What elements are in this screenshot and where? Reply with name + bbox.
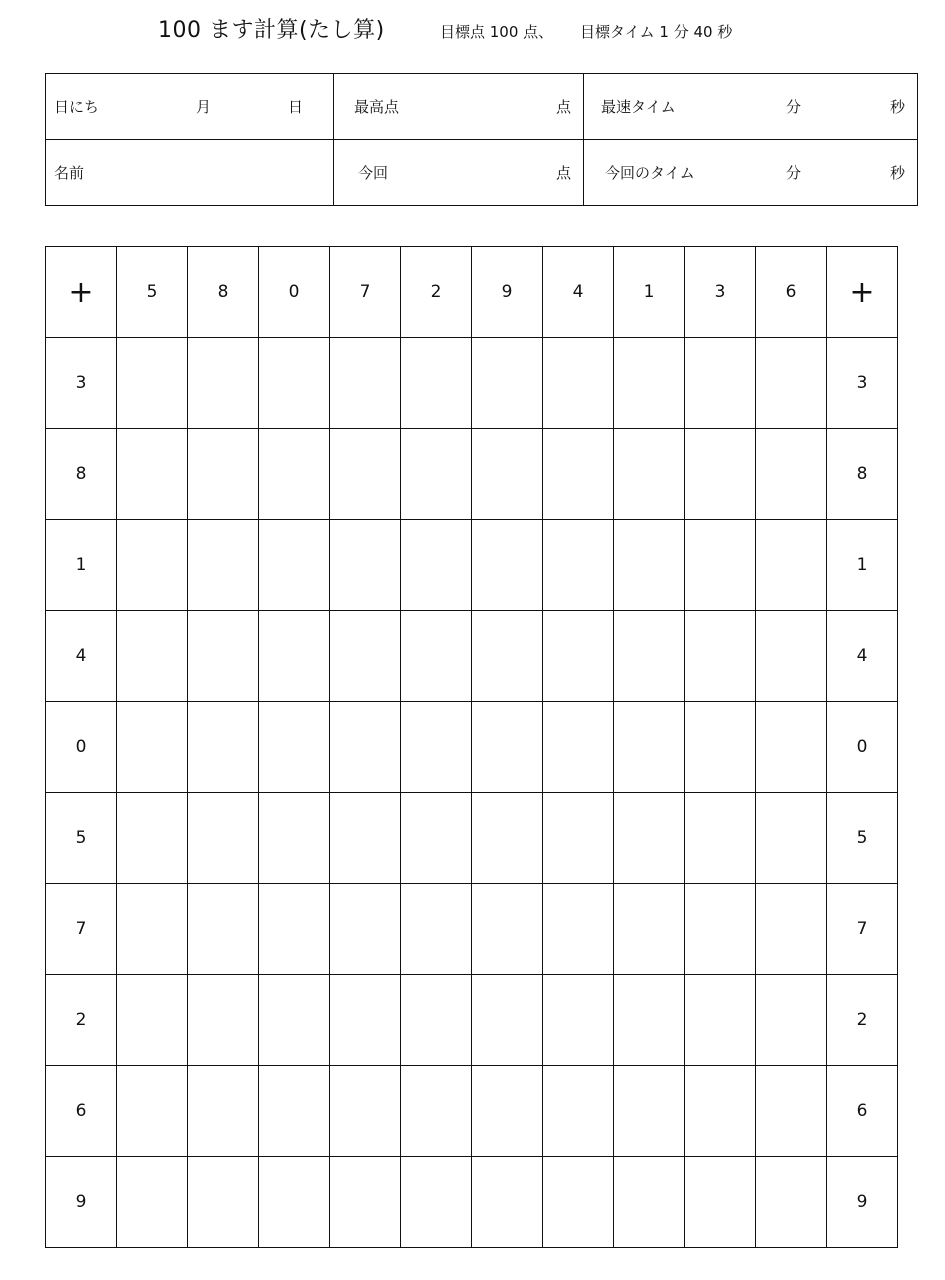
answer-cell[interactable] <box>117 793 188 884</box>
name-label: 名前 <box>54 164 85 182</box>
target-time: 目標タイム 1 分 40 秒 <box>579 23 733 41</box>
answer-cell[interactable] <box>188 338 259 429</box>
answer-cell[interactable] <box>614 338 685 429</box>
answer-cell[interactable] <box>330 520 401 611</box>
column-header-8: 3 <box>685 247 756 338</box>
grid-row <box>46 429 898 520</box>
answer-cell[interactable] <box>117 338 188 429</box>
answer-cell[interactable] <box>188 884 259 975</box>
answer-cell[interactable] <box>614 1157 685 1248</box>
grid-row <box>46 1157 898 1248</box>
answer-cell[interactable] <box>614 429 685 520</box>
answer-cell[interactable] <box>685 975 756 1066</box>
current-score-label: 今回 <box>358 164 389 182</box>
row-header-left-7: 2 <box>46 975 117 1066</box>
answer-cell[interactable] <box>401 338 472 429</box>
answer-cell[interactable] <box>117 1066 188 1157</box>
answer-cell[interactable] <box>401 702 472 793</box>
grid-row <box>46 520 898 611</box>
answer-cell[interactable] <box>401 1066 472 1157</box>
answer-cell[interactable] <box>472 611 543 702</box>
column-header-5: 9 <box>472 247 543 338</box>
row-header-right-8: 6 <box>827 1066 898 1157</box>
answer-cell[interactable] <box>756 1066 827 1157</box>
row-header-right-9: 9 <box>827 1157 898 1248</box>
answer-cell[interactable] <box>685 338 756 429</box>
row-header-left-0: 3 <box>46 338 117 429</box>
answer-cell[interactable] <box>472 975 543 1066</box>
row-header-left-6: 7 <box>46 884 117 975</box>
date-label: 日にち <box>54 98 100 116</box>
answer-cell[interactable] <box>685 520 756 611</box>
row-header-left-1: 8 <box>46 429 117 520</box>
name-cell[interactable] <box>46 140 334 206</box>
answer-cell[interactable] <box>472 429 543 520</box>
answer-cell[interactable] <box>259 611 330 702</box>
grid-row <box>46 702 898 793</box>
column-header-6: 4 <box>543 247 614 338</box>
answer-cell[interactable] <box>117 520 188 611</box>
answer-cell[interactable] <box>756 1157 827 1248</box>
answer-cell[interactable] <box>259 520 330 611</box>
answer-cell[interactable] <box>472 1066 543 1157</box>
answer-cell[interactable] <box>685 1066 756 1157</box>
answer-cell[interactable] <box>259 975 330 1066</box>
answer-cell[interactable] <box>614 1066 685 1157</box>
answer-cell[interactable] <box>756 611 827 702</box>
answer-cell[interactable] <box>259 884 330 975</box>
answer-cell[interactable] <box>543 793 614 884</box>
answer-cell[interactable] <box>188 520 259 611</box>
answer-cell[interactable] <box>330 429 401 520</box>
column-header-2: 0 <box>259 247 330 338</box>
answer-cell[interactable] <box>472 1157 543 1248</box>
answer-cell[interactable] <box>685 429 756 520</box>
operator-corner-right: + <box>827 247 898 338</box>
answer-cell[interactable] <box>188 702 259 793</box>
worksheet-header <box>0 14 945 50</box>
answer-cell[interactable] <box>685 611 756 702</box>
month-label: 月 <box>196 98 212 116</box>
answer-cell[interactable] <box>259 338 330 429</box>
best-time-label: 最速タイム <box>601 98 676 116</box>
current-time-cell[interactable] <box>584 140 917 206</box>
answer-cell[interactable] <box>543 429 614 520</box>
answer-cell[interactable] <box>756 338 827 429</box>
best-time-minutes-unit: 分 <box>786 98 802 116</box>
grid-row <box>46 975 898 1066</box>
answer-cell[interactable] <box>685 702 756 793</box>
answer-cell[interactable] <box>117 884 188 975</box>
worksheet-title: 100 ます計算(たし算) <box>158 18 385 43</box>
best-time-cell[interactable] <box>584 74 917 139</box>
row-header-right-7: 2 <box>827 975 898 1066</box>
page-bottom-edge <box>0 1272 945 1280</box>
answer-cell[interactable] <box>117 975 188 1066</box>
answer-cell[interactable] <box>472 793 543 884</box>
answer-cell[interactable] <box>756 793 827 884</box>
best-time-seconds-unit: 秒 <box>890 98 906 116</box>
answer-cell[interactable] <box>401 793 472 884</box>
answer-cell[interactable] <box>685 793 756 884</box>
answer-cell[interactable] <box>188 975 259 1066</box>
answer-cell[interactable] <box>543 975 614 1066</box>
answer-cell[interactable] <box>685 884 756 975</box>
grid-row <box>46 1066 898 1157</box>
answer-cell[interactable] <box>543 884 614 975</box>
row-header-right-3: 4 <box>827 611 898 702</box>
answer-cell[interactable] <box>188 1066 259 1157</box>
answer-cell[interactable] <box>117 429 188 520</box>
answer-cell[interactable] <box>543 520 614 611</box>
answer-cell[interactable] <box>756 975 827 1066</box>
addition-grid <box>45 246 898 1248</box>
answer-cell[interactable] <box>472 884 543 975</box>
column-header-1: 8 <box>188 247 259 338</box>
answer-cell[interactable] <box>330 1066 401 1157</box>
answer-cell[interactable] <box>117 702 188 793</box>
answer-cell[interactable] <box>330 884 401 975</box>
grid-row <box>46 611 898 702</box>
row-header-left-9: 9 <box>46 1157 117 1248</box>
day-label: 日 <box>288 98 304 116</box>
answer-cell[interactable] <box>188 1157 259 1248</box>
column-header-7: 1 <box>614 247 685 338</box>
answer-cell[interactable] <box>188 429 259 520</box>
answer-cell[interactable] <box>685 1157 756 1248</box>
best-score-label: 最高点 <box>354 98 400 116</box>
answer-cell[interactable] <box>401 520 472 611</box>
answer-cell[interactable] <box>614 793 685 884</box>
answer-cell[interactable] <box>188 793 259 884</box>
answer-cell[interactable] <box>472 338 543 429</box>
row-header-right-2: 1 <box>827 520 898 611</box>
row-header-left-8: 6 <box>46 1066 117 1157</box>
answer-cell[interactable] <box>401 1157 472 1248</box>
answer-cell[interactable] <box>756 884 827 975</box>
answer-cell[interactable] <box>472 702 543 793</box>
answer-cell[interactable] <box>756 702 827 793</box>
answer-cell[interactable] <box>330 702 401 793</box>
answer-cell[interactable] <box>543 611 614 702</box>
operator-corner-left: + <box>46 247 117 338</box>
answer-cell[interactable] <box>259 1157 330 1248</box>
column-header-3: 7 <box>330 247 401 338</box>
answer-cell[interactable] <box>472 520 543 611</box>
current-time-label: 今回のタイム <box>605 164 695 182</box>
row-header-right-4: 0 <box>827 702 898 793</box>
current-time-seconds-unit: 秒 <box>890 164 906 182</box>
current-score-cell[interactable] <box>334 140 584 206</box>
target-score: 目標点 100 点、 <box>440 23 554 41</box>
grid-row <box>46 793 898 884</box>
answer-cell[interactable] <box>401 884 472 975</box>
row-header-left-5: 5 <box>46 793 117 884</box>
answer-cell[interactable] <box>259 702 330 793</box>
answer-cell[interactable] <box>330 611 401 702</box>
best-score-unit: 点 <box>556 98 572 116</box>
row-header-right-1: 8 <box>827 429 898 520</box>
column-header-4: 2 <box>401 247 472 338</box>
column-header-9: 6 <box>756 247 827 338</box>
info-row-1 <box>46 74 917 140</box>
answer-cell[interactable] <box>330 338 401 429</box>
answer-cell[interactable] <box>401 975 472 1066</box>
answer-cell[interactable] <box>614 975 685 1066</box>
answer-cell[interactable] <box>117 611 188 702</box>
current-time-minutes-unit: 分 <box>786 164 802 182</box>
best-score-cell[interactable] <box>334 74 584 139</box>
row-header-left-2: 1 <box>46 520 117 611</box>
grid-header-row <box>46 247 898 338</box>
targets <box>440 18 740 46</box>
answer-cell[interactable] <box>614 702 685 793</box>
answer-cell[interactable] <box>543 1066 614 1157</box>
info-table <box>45 73 918 206</box>
row-header-left-4: 0 <box>46 702 117 793</box>
row-header-right-0: 3 <box>827 338 898 429</box>
answer-cell[interactable] <box>330 975 401 1066</box>
answer-cell[interactable] <box>756 520 827 611</box>
answer-cell[interactable] <box>188 611 259 702</box>
row-header-right-6: 7 <box>827 884 898 975</box>
answer-cell[interactable] <box>330 793 401 884</box>
answer-cell[interactable] <box>614 520 685 611</box>
answer-cell[interactable] <box>401 611 472 702</box>
date-cell[interactable] <box>46 74 334 139</box>
answer-cell[interactable] <box>401 429 472 520</box>
answer-cell[interactable] <box>543 338 614 429</box>
row-header-right-5: 5 <box>827 793 898 884</box>
grid-row <box>46 884 898 975</box>
info-row-2 <box>46 140 917 206</box>
answer-cell[interactable] <box>259 429 330 520</box>
column-header-0: 5 <box>117 247 188 338</box>
answer-cell[interactable] <box>117 1157 188 1248</box>
answer-cell[interactable] <box>330 1157 401 1248</box>
answer-cell[interactable] <box>543 1157 614 1248</box>
answer-cell[interactable] <box>756 429 827 520</box>
row-header-left-3: 4 <box>46 611 117 702</box>
answer-cell[interactable] <box>543 702 614 793</box>
current-score-unit: 点 <box>556 164 572 182</box>
answer-cell[interactable] <box>614 884 685 975</box>
grid-row <box>46 338 898 429</box>
answer-cell[interactable] <box>259 793 330 884</box>
answer-cell[interactable] <box>614 611 685 702</box>
answer-cell[interactable] <box>259 1066 330 1157</box>
